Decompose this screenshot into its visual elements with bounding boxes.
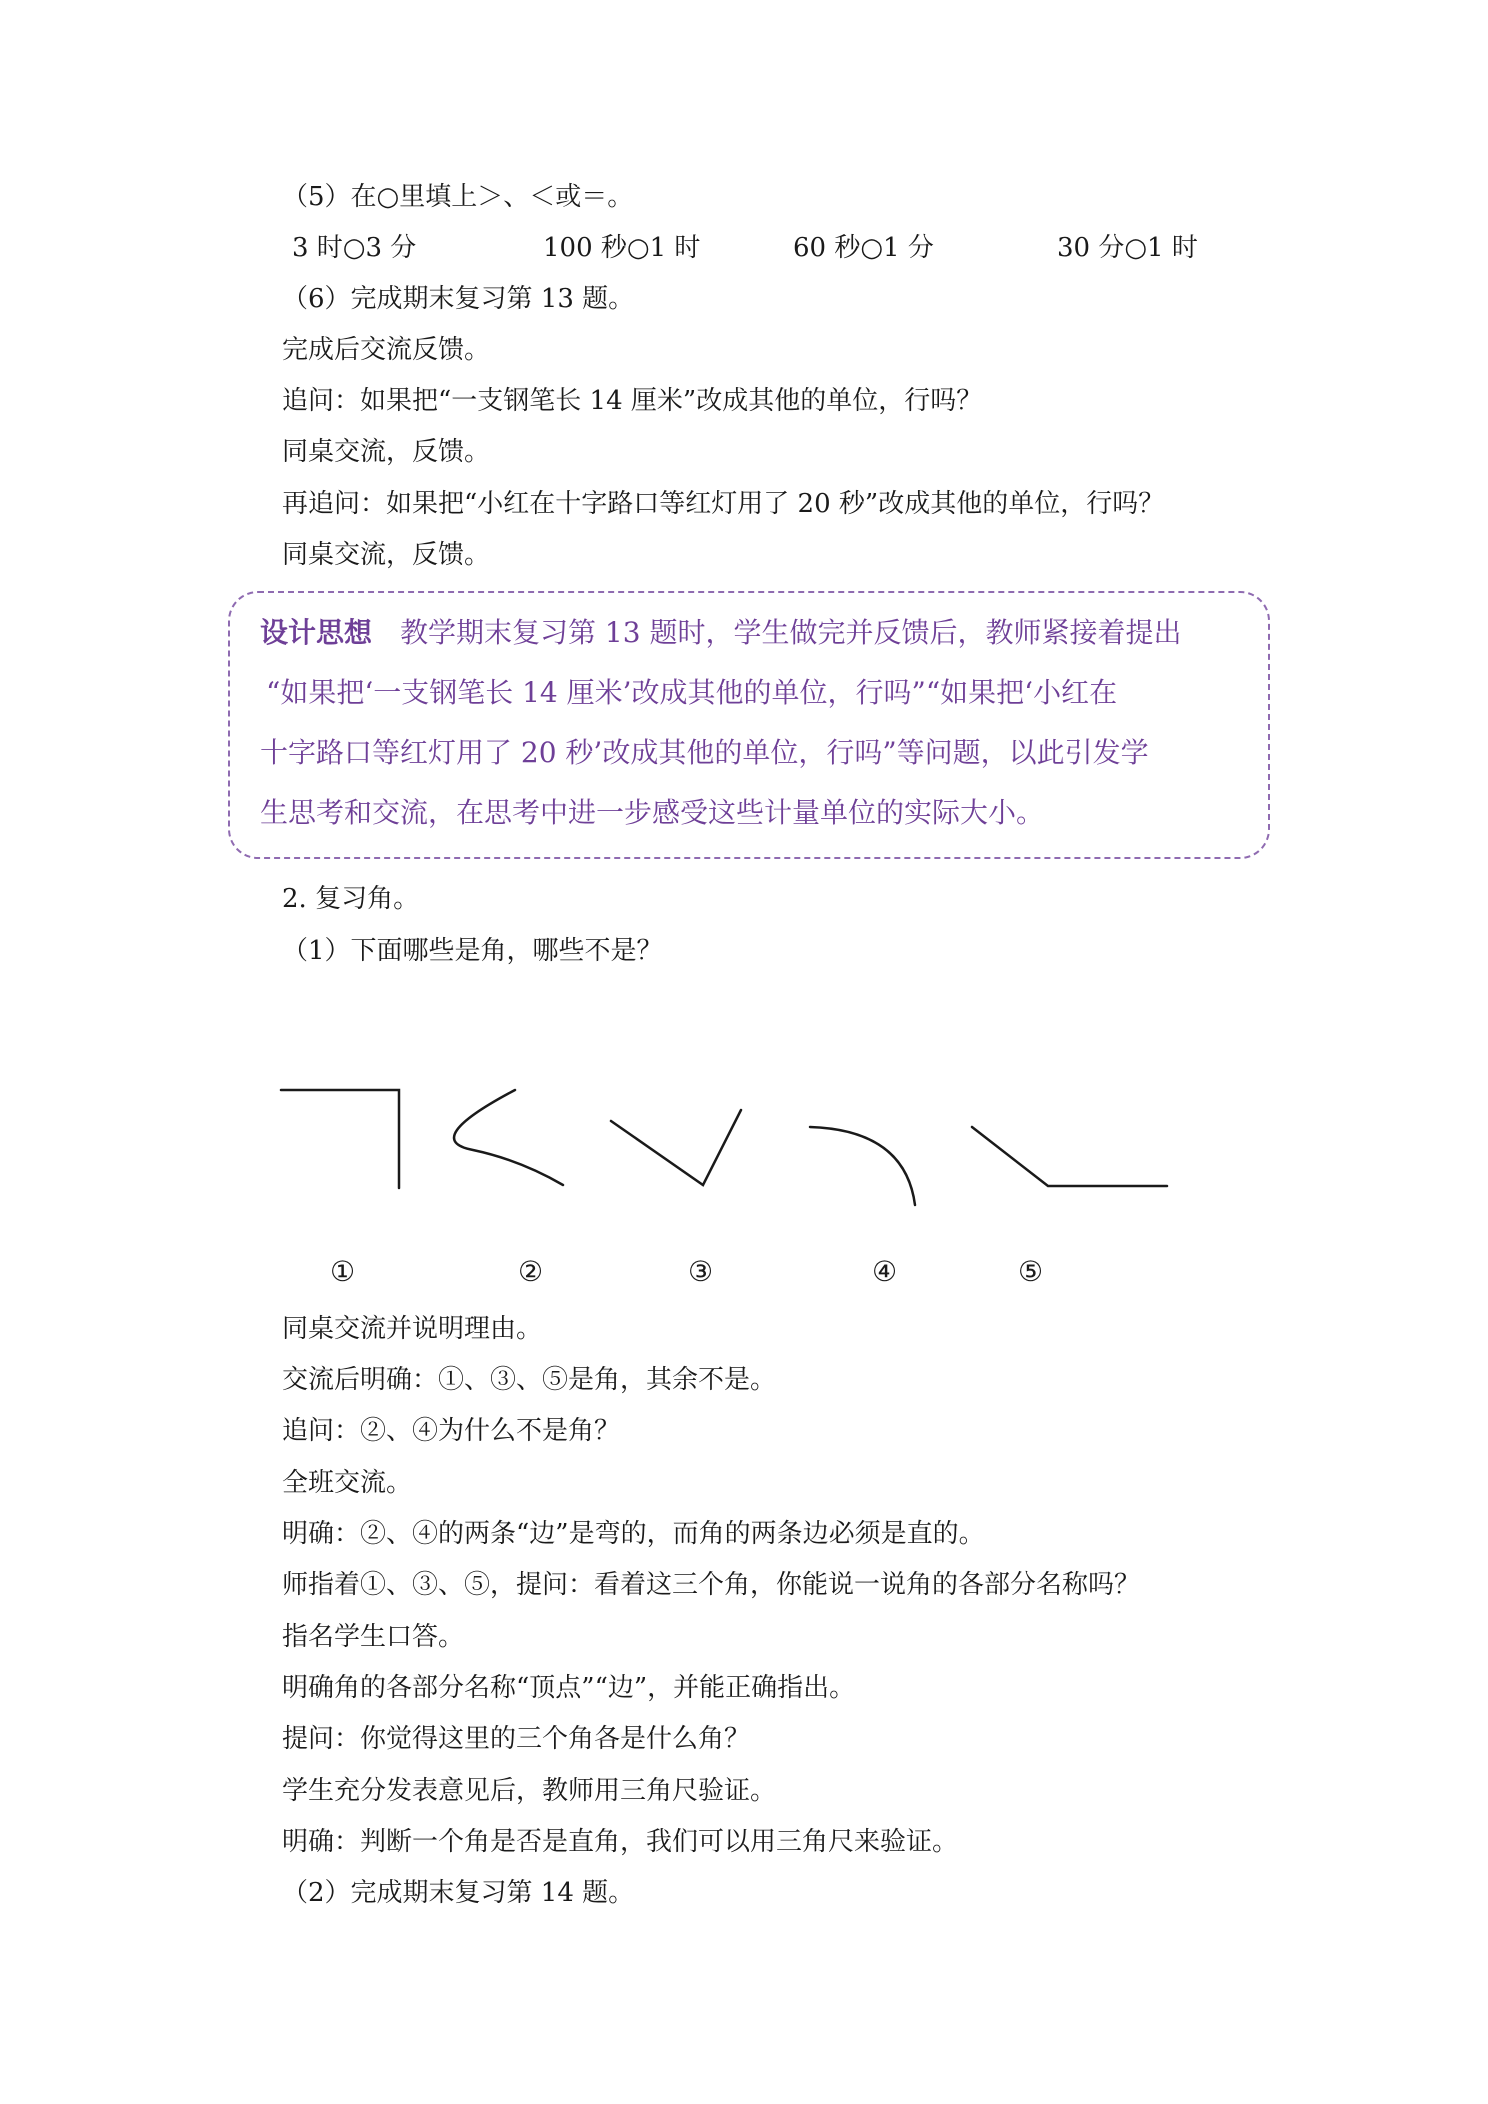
compare-item-1: 3 时○3 分 [292, 233, 417, 263]
paragraph-line: 同桌交流并说明理由。 [282, 1314, 543, 1344]
paragraph-line: 学生充分发表意见后，教师用三角尺验证。 [282, 1776, 777, 1806]
paragraph-line: 再追问：如果把“小红在十字路口等红灯用了 20 秒”改成其他的单位，行吗？ [282, 489, 1165, 519]
paragraph-line: （2）完成期末复习第 14 题。 [282, 1878, 635, 1908]
paragraph-line: 明确：判断一个角是否是直角，我们可以用三角尺来验证。 [282, 1827, 959, 1857]
paragraph-line: 追问：如果把“一支钢笔长 14 厘米”改成其他的单位，行吗？ [282, 386, 983, 416]
paragraph-line: 师指着①、③、⑤，提问：看着这三个角，你能说一说角的各部分名称吗？ [282, 1570, 1141, 1600]
compare-item-3: 60 秒○1 分 [793, 233, 934, 263]
figure-label-4: ④ [872, 1255, 898, 1288]
angles-question: （1）下面哪些是角，哪些不是？ [282, 936, 663, 966]
paragraph-line: 提问：你觉得这里的三个角各是什么角？ [282, 1724, 751, 1754]
design-line-1: 设计思想 教学期末复习第 13 题时，学生做完并反馈后，教师紧接着提出 [260, 616, 1182, 649]
figure-3-lines [611, 1110, 741, 1185]
paragraph-line: 全班交流。 [282, 1468, 413, 1498]
design-thought-box [228, 591, 1270, 859]
figure-label-2: ② [518, 1255, 544, 1288]
compare-item-2: 100 秒○1 时 [543, 233, 701, 263]
section-heading: 2. 复习角。 [282, 884, 420, 914]
paragraph-line: 指名学生口答。 [282, 1622, 465, 1652]
paragraph-line: 明确角的各部分名称“顶点”“边”，并能正确指出。 [282, 1673, 856, 1703]
paragraph-line: 完成后交流反馈。 [282, 335, 491, 365]
paragraph-line: 同桌交流，反馈。 [282, 540, 491, 570]
figure-4-arc [810, 1127, 915, 1205]
design-line-4: 生思考和交流，在思考中进一步感受这些计量单位的实际大小。 [260, 796, 1045, 829]
q5-title: （5）在○里填上＞、＜或＝。 [282, 182, 634, 212]
paragraph-line: 同桌交流，反馈。 [282, 437, 491, 467]
figure-5-lines [972, 1127, 1167, 1186]
compare-item-4: 30 分○1 时 [1057, 233, 1198, 263]
design-line-2: “如果把‘一支钢笔长 14 厘米’改成其他的单位，行吗”“如果把‘小红在 [266, 676, 1118, 709]
figure-label-3: ③ [688, 1255, 714, 1288]
figure-label-5: ⑤ [1018, 1255, 1044, 1288]
angle-figures [0, 1060, 1488, 1240]
paragraph-line: 追问：②、④为什么不是角？ [282, 1416, 621, 1446]
design-line-3: 十字路口等红灯用了 20 秒’改成其他的单位，行吗”等问题，以此引发学 [260, 736, 1149, 769]
q6-title: （6）完成期末复习第 13 题。 [282, 284, 635, 314]
design-title: 设计思想 [260, 616, 373, 649]
figure-1-lines [281, 1090, 399, 1188]
figure-2-curve [454, 1090, 563, 1185]
figure-label-1: ① [330, 1255, 356, 1288]
paragraph-line: 交流后明确：①、③、⑤是角，其余不是。 [282, 1365, 777, 1395]
paragraph-line: 明确：②、④的两条“边”是弯的，而角的两条边必须是直的。 [282, 1519, 985, 1549]
